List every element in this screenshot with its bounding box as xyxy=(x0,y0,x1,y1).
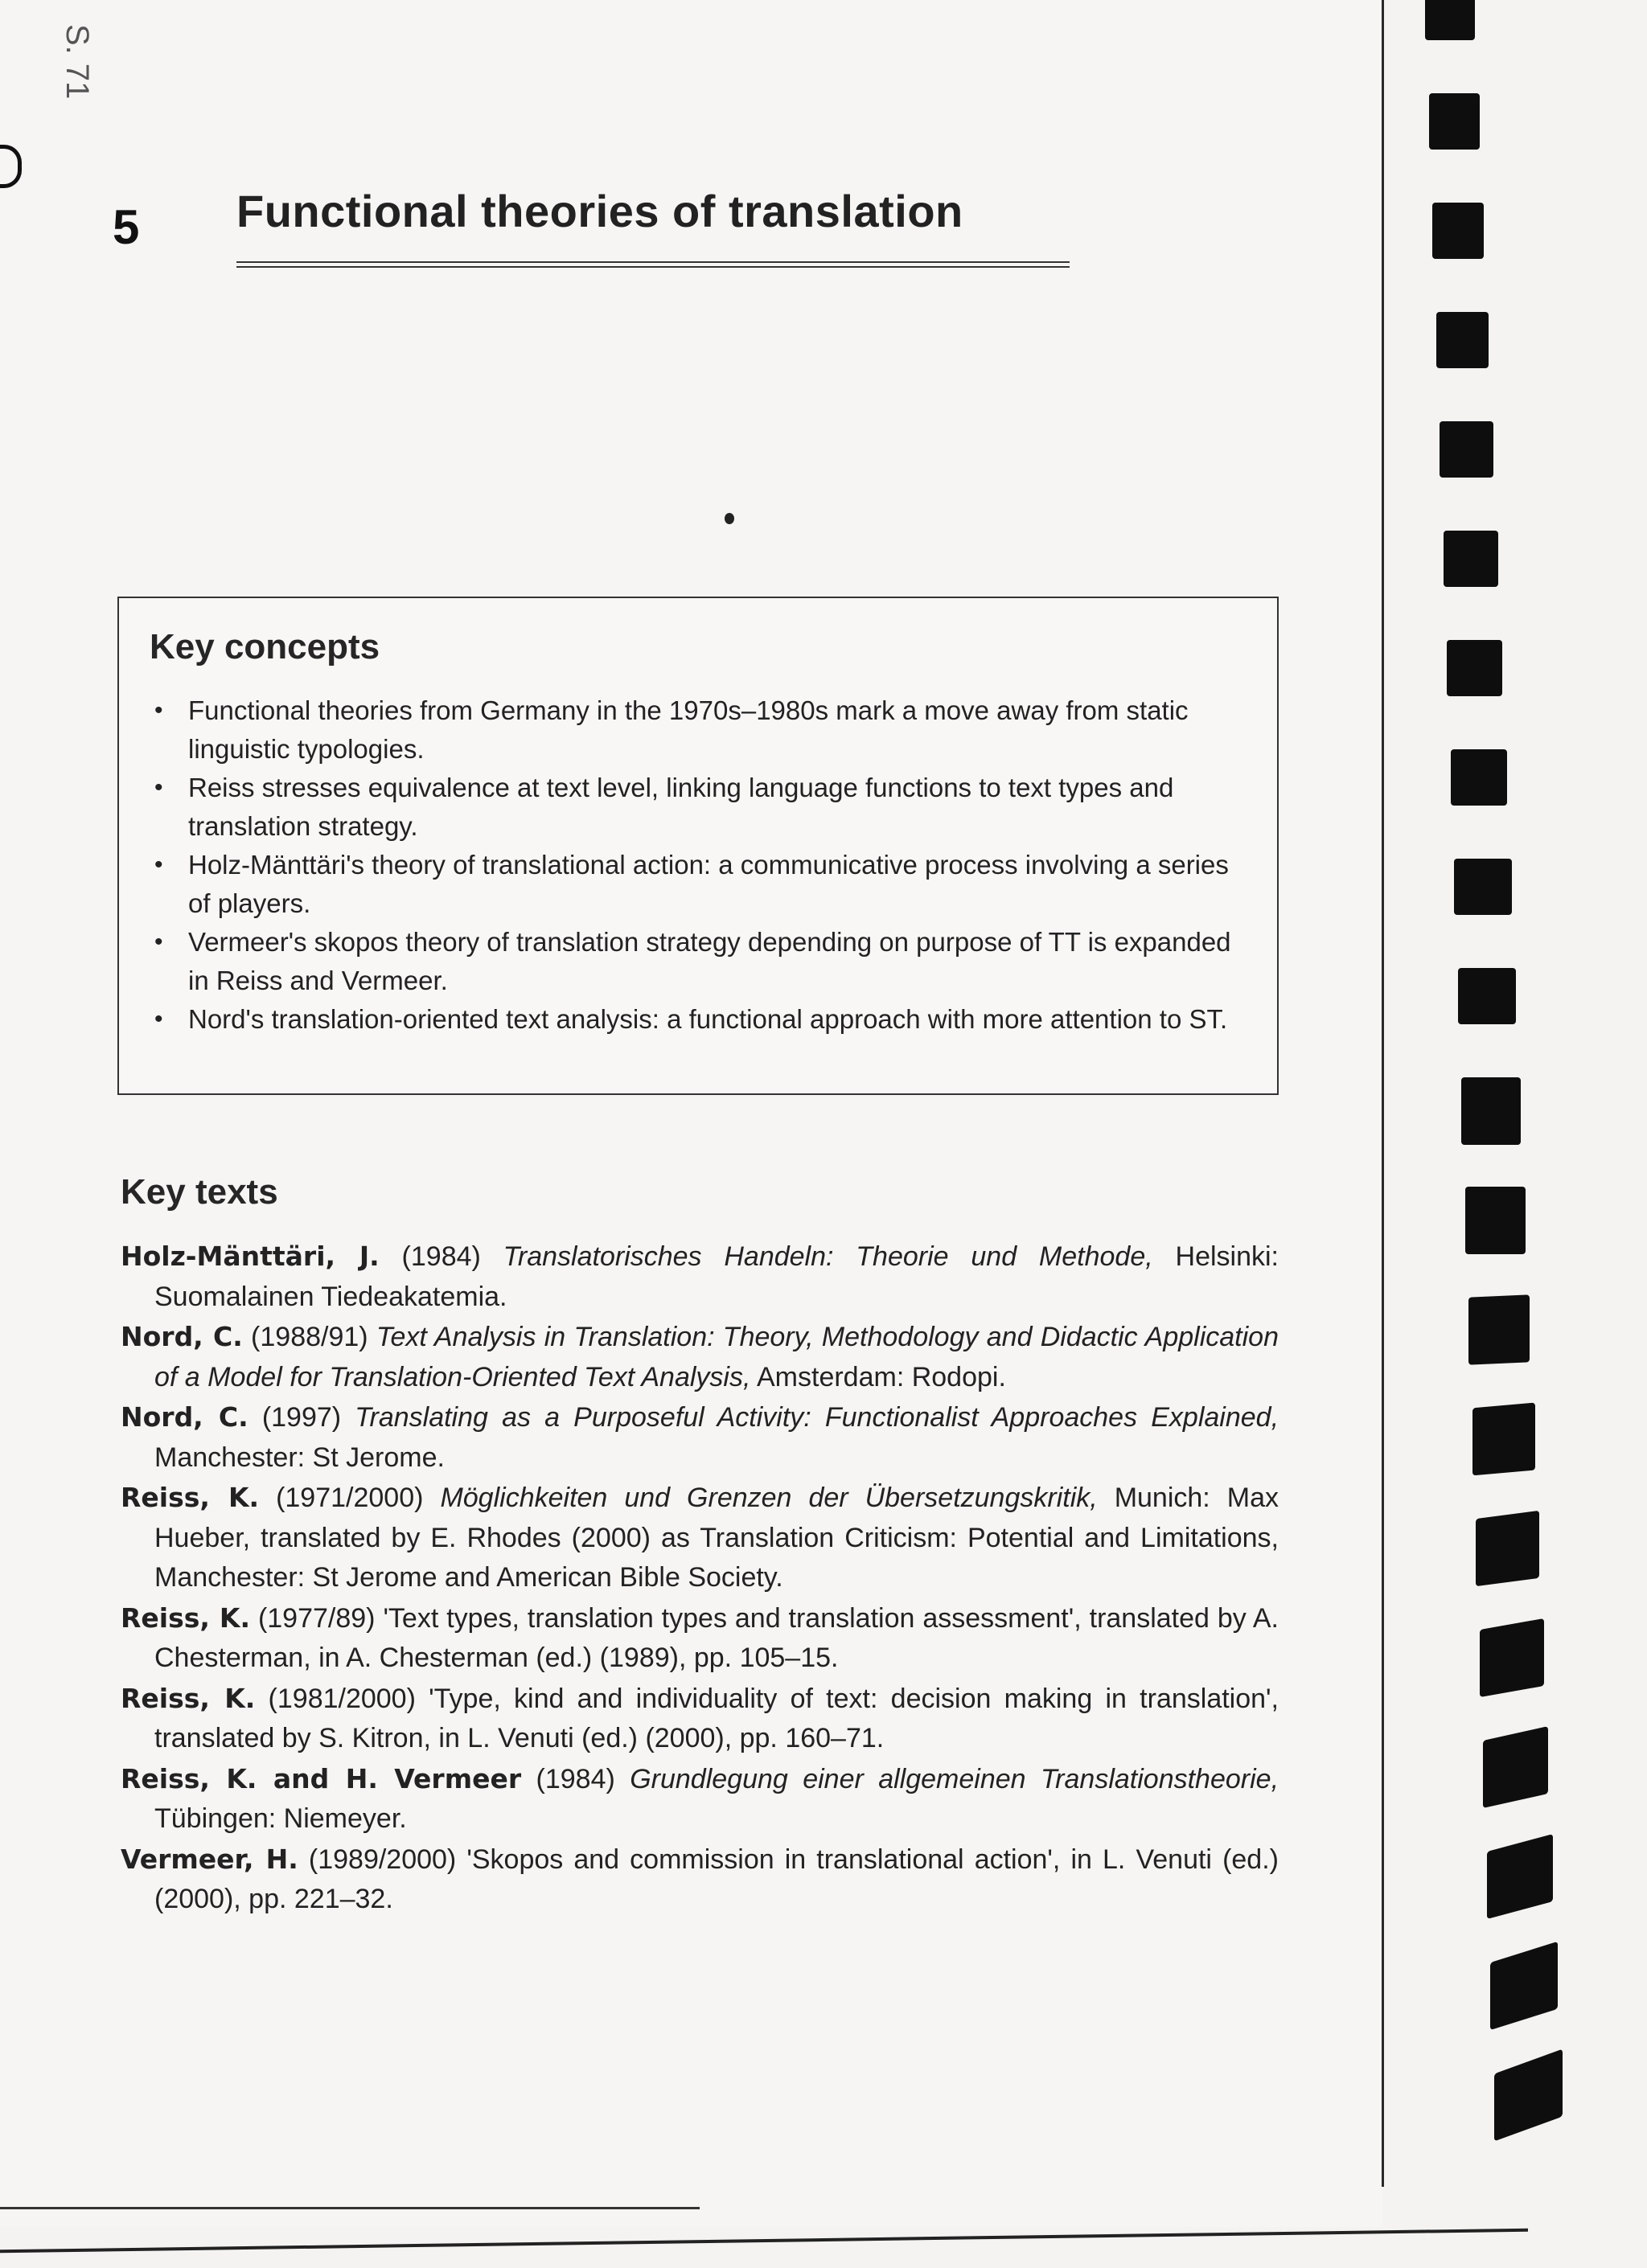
concept-text: Reiss stresses equivalence at text level, linking language functions to text types and translation strategy. xyxy=(188,773,1174,841)
reference-publisher: 'Type, kind and individuality of text: decision making in translation', translated by S. Kitron, in L. Venuti (ed.) (2000), pp. 160–71. xyxy=(154,1683,1279,1753)
reference-publisher: 'Skopos and commission in translational action', in L. Venuti (ed.) (2000), pp. 221–32. xyxy=(154,1844,1279,1914)
binding-hole xyxy=(1436,312,1489,368)
list-item xyxy=(151,1000,1245,1039)
reference-author: Vermeer, H. xyxy=(121,1843,298,1875)
reference-publisher: Helsinki: Suomalainen Tiedeakatemia. xyxy=(154,1241,1279,1312)
key-texts-list xyxy=(121,1237,1279,1920)
bullet-icon: • xyxy=(154,929,163,955)
binding-hole xyxy=(1447,640,1502,696)
reference-year: (1989/2000) xyxy=(308,1844,457,1875)
reference-year: (1984) xyxy=(401,1241,481,1272)
binding-hole xyxy=(1425,0,1475,40)
key-texts-heading: Key texts xyxy=(121,1172,278,1212)
concept-text: Nord's translation-oriented text analysis: a functional approach with more attention to ST. xyxy=(188,1004,1228,1034)
reference-publisher: Amsterdam: Rodopi. xyxy=(757,1361,1006,1392)
reference-work: Text Analysis in Translation: Theory, Methodology and Didactic Application of a Model for Translation-Oriented Text Analysis, xyxy=(154,1322,1279,1392)
reference-work: Möglichkeiten und Grenzen der Übersetzungskritik, xyxy=(440,1483,1098,1513)
key-concepts-list xyxy=(151,691,1245,1039)
reference-entry xyxy=(121,1397,1279,1478)
reference-entry xyxy=(121,1839,1279,1920)
reference-work: Translatorisches Handeln: Theorie und Methode, xyxy=(503,1241,1153,1272)
bullet-icon: • xyxy=(154,1006,163,1032)
reference-author: Nord, C. xyxy=(121,1401,248,1433)
binding-hole xyxy=(1440,421,1493,478)
list-item xyxy=(151,923,1245,1000)
binding-hole xyxy=(1429,93,1480,150)
reference-year: (1971/2000) xyxy=(276,1483,424,1513)
binding-hole xyxy=(1487,1834,1553,1919)
binding-hole xyxy=(1494,2049,1563,2142)
binding-hole xyxy=(1490,1942,1558,2030)
chapter-title: Functional theories of translation xyxy=(236,186,963,236)
key-concepts-box xyxy=(117,597,1279,1095)
reference-entry xyxy=(121,1317,1279,1397)
reference-publisher: Munich: Max Hueber, translated by E. Rhodes (2000) as Translation Criticism: Potential and Limitations, Manchester: St Jerome and American Bible Society. xyxy=(154,1483,1279,1593)
title-double-rule xyxy=(236,261,1070,268)
spiral-binding xyxy=(1415,0,1520,2268)
list-item xyxy=(151,846,1245,923)
chapter-number: 5 xyxy=(113,200,140,254)
reference-year: (1984) xyxy=(536,1763,615,1794)
list-item xyxy=(151,691,1245,769)
reference-entry xyxy=(121,1679,1279,1759)
reference-year: (1997) xyxy=(261,1402,342,1433)
bullet-icon: • xyxy=(154,774,163,801)
reference-publisher: Tübingen: Niemeyer. xyxy=(154,1803,407,1834)
reference-year: (1988/91) xyxy=(251,1322,368,1352)
reference-author: Reiss, K. xyxy=(121,1682,256,1714)
page-edge-mark xyxy=(0,145,22,188)
binding-hole xyxy=(1468,1294,1530,1364)
reference-year: (1977/89) xyxy=(257,1602,376,1634)
key-concepts-heading: Key concepts xyxy=(150,627,380,666)
reference-entry xyxy=(121,1759,1279,1839)
binding-hole xyxy=(1454,859,1512,915)
reference-work: Translating as a Purposeful Activity: Functionalist Approaches Explained, xyxy=(355,1402,1279,1433)
bullet-icon: • xyxy=(154,851,163,878)
list-item xyxy=(151,769,1245,846)
binding-hole xyxy=(1444,531,1498,587)
binding-hole xyxy=(1465,1187,1526,1254)
binding-hole xyxy=(1458,968,1517,1024)
scan-speck xyxy=(725,513,734,524)
reference-author: Reiss, K. xyxy=(121,1482,260,1513)
reference-author: Nord, C. xyxy=(121,1321,243,1352)
reference-publisher: Manchester: St Jerome. xyxy=(154,1442,445,1473)
handwritten-margin-note: S. 71 xyxy=(60,24,95,100)
binding-hole xyxy=(1472,1403,1535,1476)
binding-hole xyxy=(1483,1726,1548,1808)
reference-author: Holz-Mänttäri, J. xyxy=(121,1241,380,1272)
binding-hole xyxy=(1480,1618,1544,1697)
binding-hole xyxy=(1432,203,1484,259)
reference-work: Grundlegung einer allgemeinen Translationstheorie, xyxy=(630,1763,1279,1794)
concept-text: Holz-Mänttäri's theory of translational action: a communicative process involving a series of players. xyxy=(188,850,1229,918)
reference-year: (1981/2000) xyxy=(268,1683,416,1714)
reference-entry xyxy=(121,1237,1279,1317)
binding-hole xyxy=(1461,1077,1521,1145)
reference-entry xyxy=(121,1478,1279,1598)
bullet-icon: • xyxy=(154,697,163,724)
reference-entry xyxy=(121,1598,1279,1679)
reference-publisher: 'Text types, translation types and translation assessment', translated by A. Chesterman, in A. Chesterman (ed.) (1989), pp. 105–15. xyxy=(154,1602,1279,1673)
concept-text: Vermeer's skopos theory of translation strategy depending on purpose of TT is expanded in Reiss and Vermeer. xyxy=(188,927,1231,995)
concept-text: Functional theories from Germany in the 1970s–1980s mark a move away from static linguistic typologies. xyxy=(188,695,1189,764)
binding-hole xyxy=(1476,1511,1539,1586)
bottom-rule xyxy=(0,2229,1528,2254)
bottom-rule xyxy=(0,2207,700,2209)
page-edge-line xyxy=(1382,0,1384,2187)
reference-author: Reiss, K. and H. Vermeer xyxy=(121,1762,522,1794)
reference-author: Reiss, K. xyxy=(121,1602,251,1634)
binding-hole xyxy=(1451,749,1507,806)
